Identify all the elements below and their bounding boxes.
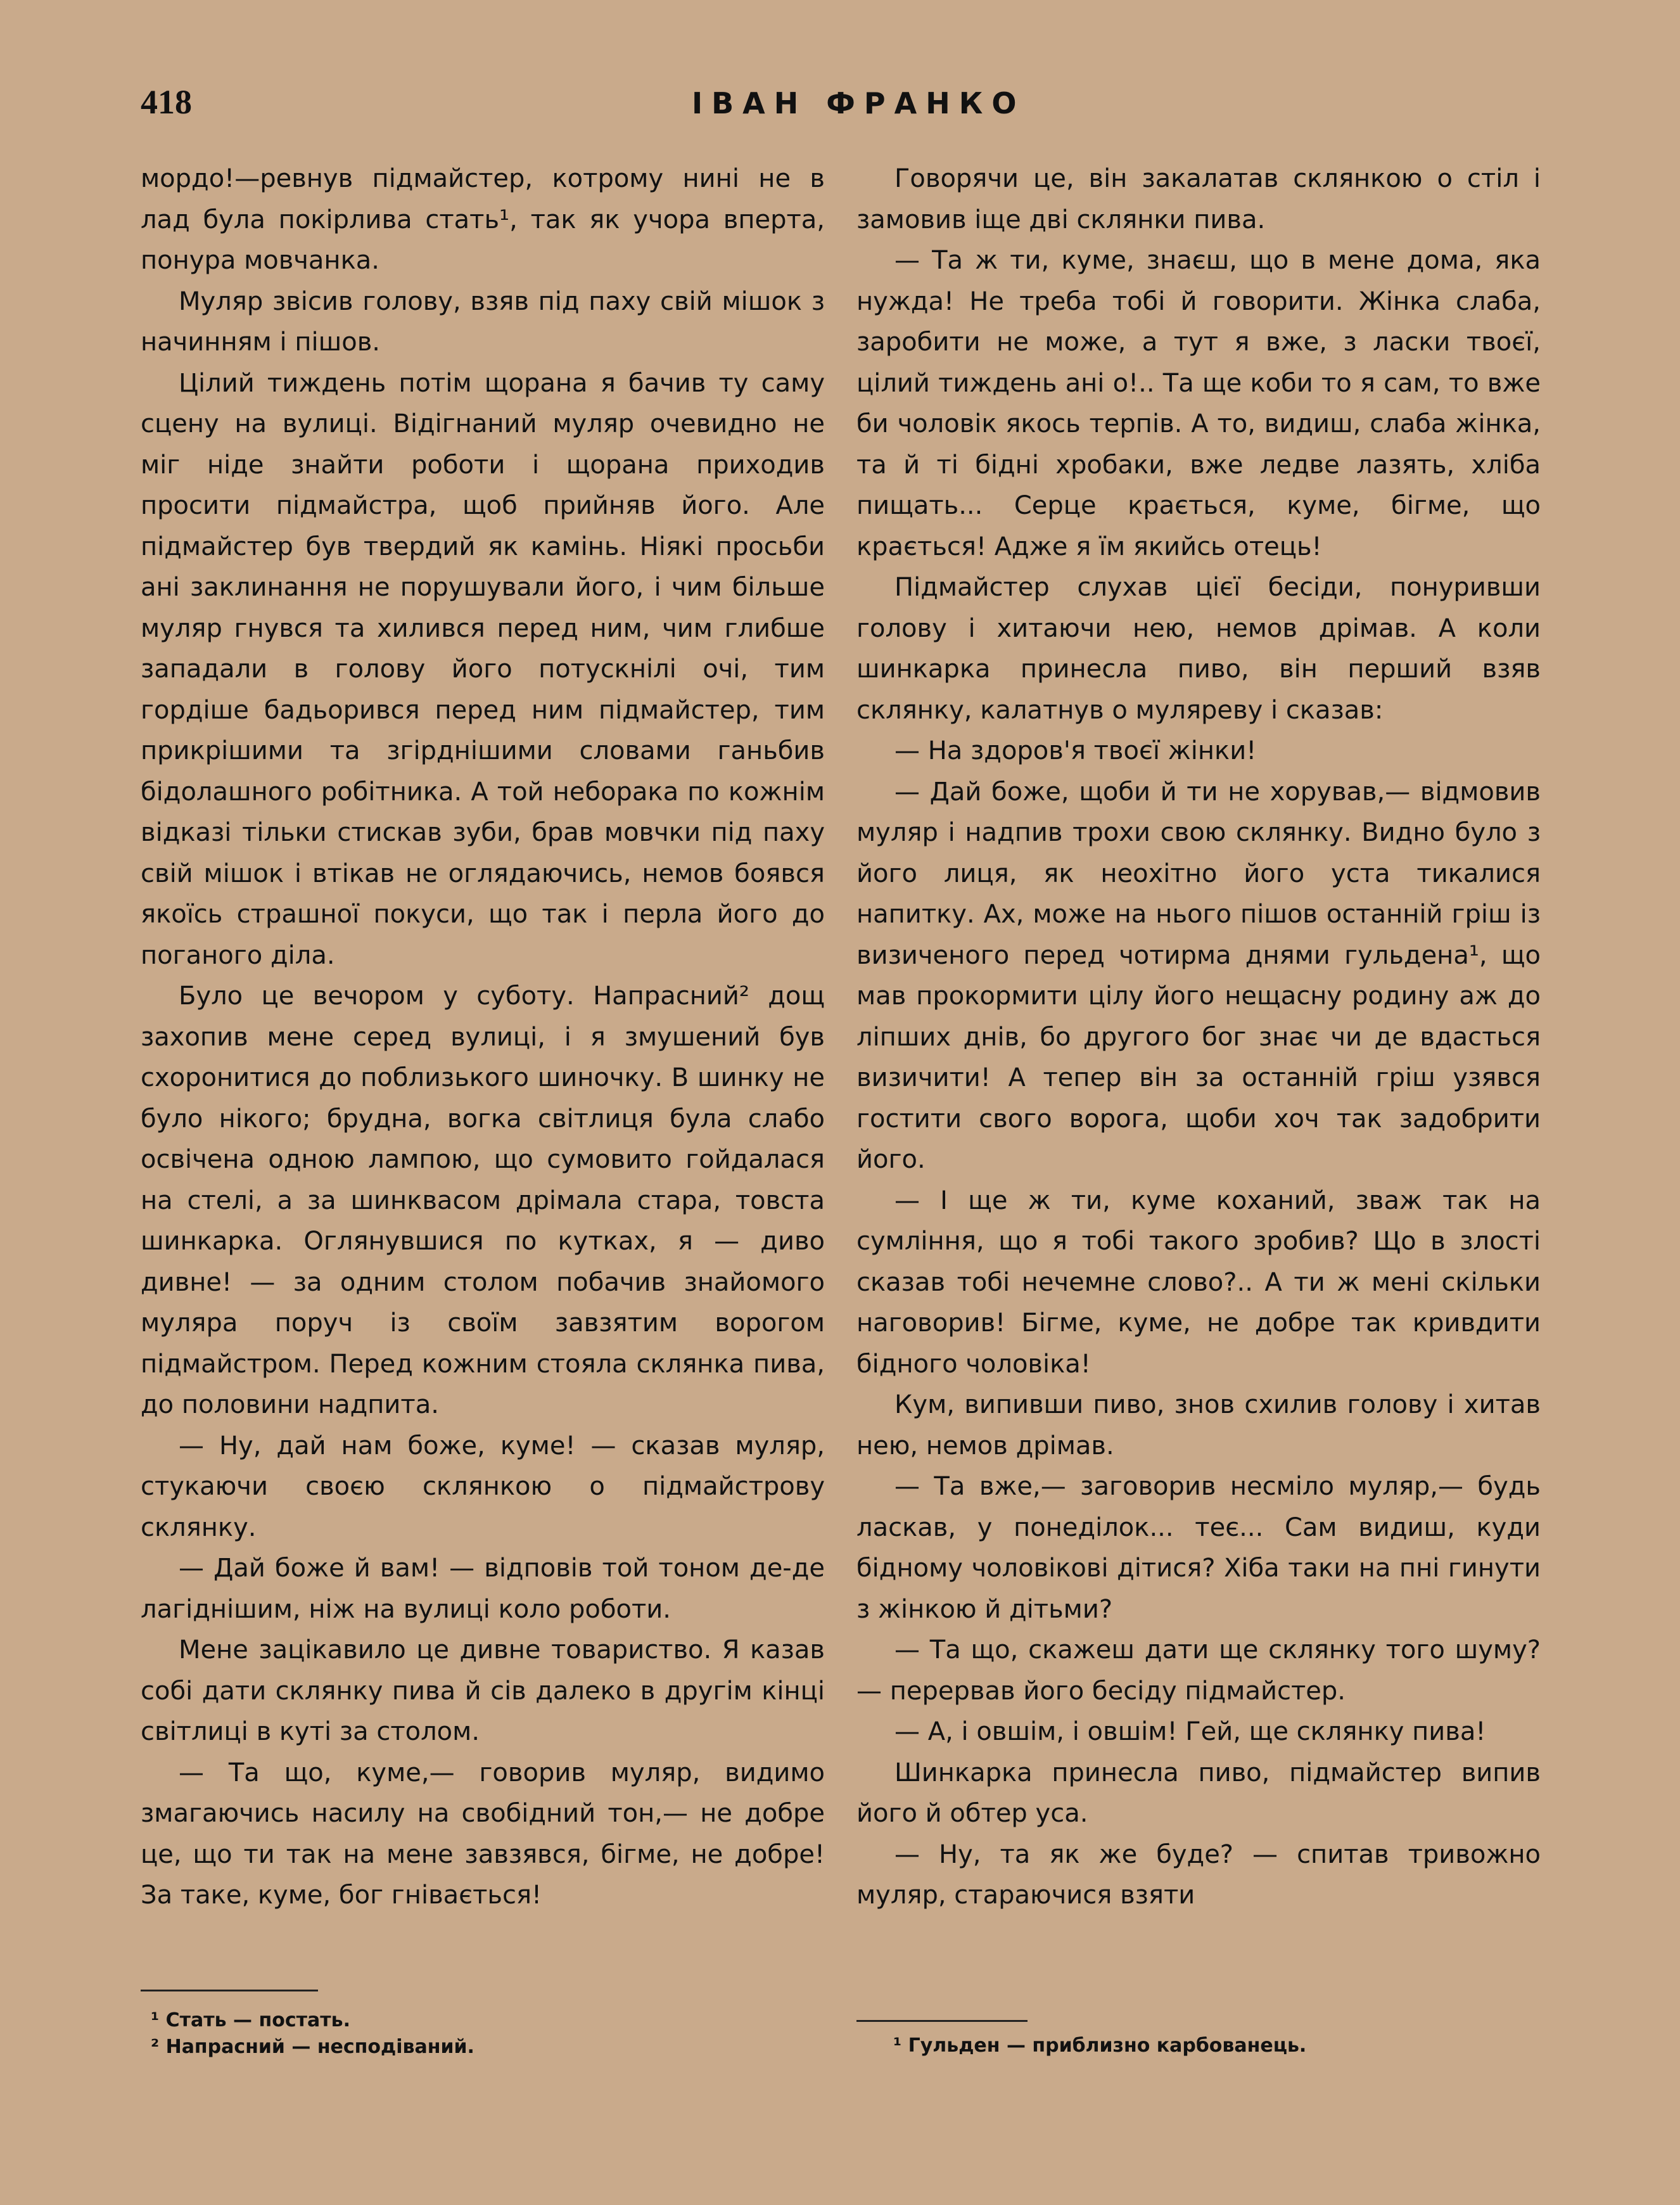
paragraph: Муляр звісив голову, взяв під паху свій мішок з начинням і пішов. [141,286,825,357]
paragraph: — Та вже,— заговорив несміло муляр,— будь ласкав, у понеділок... теє... Сам видиш, куди бідному чоловікові дітися? Хіба таки на пні гинути з жінкою й дітьми? [856,1472,1541,1624]
page-number: 418 [141,83,192,121]
paragraph: — Дай боже й вам! — відповів той тоном де-де лагіднішим, ніж на вулиці коло роботи. [141,1554,825,1624]
paragraph: — Та що, скажеш дати ще склянку того шуму? — перервав його бесіду підмайстер. [856,1635,1541,1706]
paragraph: — Дай боже, щоби й ти не хорував,— відмовив муляр і надпив трохи свою склянку. Видно було з його лиця, як неохітно його уста тикалися напитку. Ах, може на нього пішов останній гріш із визиченого перед чотирма днями гульдена¹, що мав прокормити цілу його нещасну родину аж до ліпших днів, бо другого бог знає чи де вдасться визичити! А тепер він за останній гріш узявся гостити свого ворога, щоби хоч так задобрити його. [856,777,1541,1174]
paragraph: Цілий тиждень потім щорана я бачив ту саму сцену на вулиці. Відігнаний муляр очевидно не міг ніде знайти роботи і щорана приходив просити підмайстра, щоб прийняв його. Але підмайстер був твердий як камінь. Ніякі просьби ані заклинання не порушували його, і чим більше муляр гнувся та хилився перед ним, чим глибше западали в голову його потускнілі очі, тим гордіше бадьорився перед ним підмайстер, тим прикрішими та згірднішими словами ганьбив бідолашного робітника. А той неборака по кожнім відказі тільки стискав зуби, брав мовчки під паху свій мішок і втікав не оглядаючись, немов боявся якоїсь страшної покуси, що так і перла його до поганого діла. [141,368,825,970]
paragraph: Говорячи це, він закалатав склянкою о стіл і замовив іще дві склянки пива. [856,164,1541,234]
paragraph: — Та ж ти, куме, знаєш, що в мене дома, яка нужда! Не треба тобі й говорити. Жінка слаба, заробити не може, а тут я вже, з ласки твоєї, цілий тиждень ані о!.. Та ще коби то я сам, то вже би чоловік якось терпів. А то, видиш, слаба жінка, та й ті бідні хробаки, вже ледве лазять, хліба пищать... Серце крається, куме, бігме, що крається! Адже я їм якийсь отець! [856,246,1541,561]
left-column [141,158,825,1916]
paragraph: Підмайстер слухав цієї бесіди, понуривши голову і хитаючи нею, немов дрімав. А коли шинкарка принесла пиво, він перший взяв склянку, калатнув о муляреву і сказав: [856,573,1541,725]
paragraph: — Ну, та як же буде? — спитав тривожно муляр, стараючися взяти [856,1839,1541,1910]
paragraph: мордо!—ревнув підмайстер, котрому нині не в лад була покірлива стать¹, так як учора вперта, понура мовчанка. [141,164,825,275]
running-title: ІВАН ФРАНКО [692,86,1026,120]
paragraph: — Ну, дай нам боже, куме! — сказав муляр, стукаючи своєю склянкою о підмайстрову склянку. [141,1431,825,1542]
footnote: ² Напрасний — несподіваний. [151,2036,474,2058]
page-header [141,82,1566,133]
footnote-rule-right [856,2020,1028,2022]
footnote: ¹ Гульден — приблизно карбованець. [893,2035,1307,2057]
footnotes-left [151,2007,474,2061]
paragraph: Було це вечором у суботу. Напрасний² дощ захопив мене серед вулиці, і я змушений був схоронитися до поблизького шиночку. В шинку не було нікого; брудна, вогка світлиця була слабо освічена одною лампою, що сумовито гойдалася на стелі, а за шинквасом дрімала стара, товста шинкарка. Оглянувшися по кутках, я — диво дивне! — за одним столом побачив знайомого муляра поруч із своїм завзятим ворогом підмайстром. Перед кожним стояла склянка пива, до половини надпита. [141,981,825,1419]
paragraph: — На здоров'я твоєї жінки! [894,736,1257,765]
footnote: ¹ Стать — постать. [151,2009,350,2031]
paragraph: Кум, випивши пиво, знов схилив голову і хитав нею, немов дрімав. [856,1390,1541,1460]
paragraph: — А, і овшім, і овшім! Гей, ще склянку пива! [894,1717,1486,1746]
paragraph: Мене зацікавило це дивне товариство. Я казав собі дати склянку пива й сів далеко в другім кінці світлиці в куті за столом. [141,1635,825,1746]
footnotes-right [893,2033,1306,2059]
right-column [856,158,1541,1916]
paragraph: — І ще ж ти, куме коханий, зваж так на сумління, що я тобі такого зробив? Що в злості сказав тобі нечемне слово?.. А ти ж мені скільки наговорив! Бігме, куме, не добре так кривдити бідного чоловіка! [856,1186,1541,1379]
paragraph: Шинкарка принесла пиво, підмайстер випив його й обтер уса. [856,1758,1541,1828]
footnote-rule-left [141,1990,318,1991]
paragraph: — Та що, куме,— говорив муляр, видимо змагаючись насилу на свобідний тон,— не добре це, що ти так на мене завзявся, бігме, не добре! За таке, куме, бог гнівається! [141,1758,825,1910]
